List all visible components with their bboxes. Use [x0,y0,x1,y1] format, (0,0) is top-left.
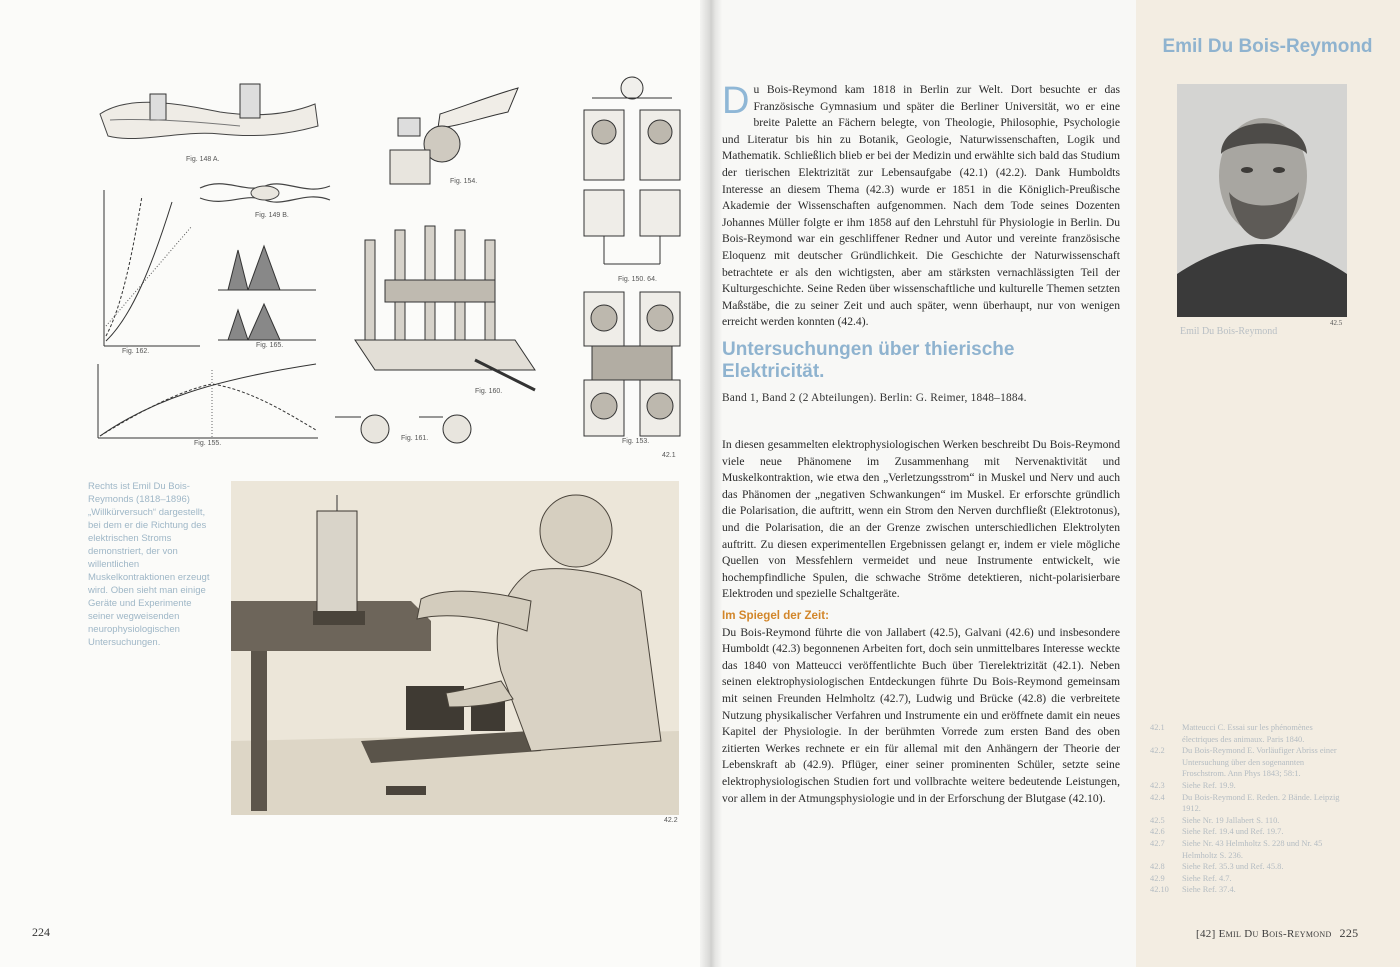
reference-text: Siehe Nr. 43 Helmholtz S. 228 und Nr. 45 Helmholtz S. 236. [1182,838,1323,860]
fig-label-circuit1: Fig. 150. 64. [618,276,657,283]
context-paragraph: Du Bois-Reymond führte die von Jallabert (42.5), Galvani (42.6) und insbesondere Humboldt (42.3) begonnenen Arbeiten fort, doch sein unmittelbares Interesse weckte das 1840 von Matteucci veröffentlichte Buch über Tierelektrizität (42.1). Neben seinen elektrophysiologischen Entdeckungen führte Du Bois-Reymond gemeinsam mit seinen Freunden Helmholtz (42.7), Ludwig und Brücke (42.8) die verbreitete Nutzung physikalischer Verfahren und Instrumente ein und eröffnete damit ein neues Kapitel der Physiologie. In der berühmten Vorrede zum ersten Band des oben zitierten Werkes rechnete er ein für allemal mit den Anhängern der Theorie der Lebenskraft ab (42.9). Pflüger, einer seiner prominenten Schüler, setzte seine elektrophysiologischen Studien fort und vollbrachte weitere bedeutende Leistungen, vor allem in der Atmungsphysiologie und in der Erforschung der Blutgase (42.10). [722,625,1120,805]
figure-caption: Rechts ist Emil Du Bois-Reymonds (1818–1896) „Willkürversuch“ dargestellt, bei dem er die Richtung des elektrischen Stroms demonstriert, der von willentlichen Muskelkontraktionen erzeugt wird. Oben sieht man einige Geräte und Experimente seiner wegweisenden neurophysiologischen Untersuchungen. [88,481,210,648]
engraving-rotors [335,405,480,450]
reference-item [1150,884,1345,896]
reference-item [1150,792,1345,815]
fig-label-hand: Fig. 154. [450,178,478,185]
engraving-multiplier-apparatus [335,200,550,400]
fig-label-graph3: Fig. 155. [194,440,222,447]
reference-text: Siehe Nr. 19 Jallabert S. 110. [1182,815,1280,825]
figure-number-42-1: 42.1 [662,452,676,459]
reference-item [1150,861,1345,873]
intro-paragraph [722,82,1120,331]
fig-label-apparatus: Fig. 160. [475,388,503,395]
reference-text: Siehe Ref. 37.4. [1182,885,1236,895]
reference-item [1150,780,1345,792]
fig-label-graph2: Fig. 165. [256,342,284,349]
reference-number: 42.3 [1150,780,1165,790]
reference-number: 42.9 [1150,873,1165,883]
reference-item [1150,873,1345,885]
book-subtitle: Band 1, Band 2 (2 Abteilungen). Berlin: G. Reimer, 1848–1884. [722,392,1027,404]
section-label: Im Spiegel der Zeit: [722,609,829,622]
description-paragraph: In diesen gesammelten elektrophysiologischen Werken beschreibt Du Bois-Reymond viele neue Phänomene im Zusammenhang mit Nervenaktivität und Muskelkontraktion, wie etwa den „Verletzungsstrom“ in Muskel und Nerv und auch das Phänomen der „negativen Schwankungen“ im Muskel. Er erforschte gründlich die Polarisation, die auftritt, wenn ein Strom den Nerven durchfließt (Elektrotonus), und die Polarisation, die an der Grenze zwischen unterschiedlichen Elektrolyten auftritt. Zu diesen experimentellen Ergebnissen gelangt er, indem er viele mögliche Quellen von Messfehlern vermeidet und neue Instrumente entwickelt, wie hochempfindliche Spulen, die schwache Ströme detektieren, nicht-polarisierbare Elektroden und spezielle Schaltgeräte. [722,438,1120,601]
chapter-label: [42] Emil Du Bois-Reymond [1196,928,1332,940]
reference-text: Du Bois-Reymond E. Vorläufiger Abriss einer Untersuchung über den sogenannten Froschstrom. Ann Phys 1843; 58:1. [1182,746,1337,779]
page-number-right: 225 [1339,926,1359,940]
page-number-left: 224 [32,925,50,939]
reference-number: 42.1 [1150,723,1165,732]
portrait-photo [1177,84,1347,317]
engraving-arm [90,74,320,166]
reference-text: Matteucci C. Essai sur les phénomènes électriques des animaux. Paris 1840. [1182,723,1313,744]
fig-label-arm-b: Fig. 149 B. [255,212,289,219]
running-footer [1196,926,1358,941]
reference-text: Du Bois-Reymond E. Reden. 2 Bände. Leipzig 1912. [1182,792,1340,814]
fig-label-rotors: Fig. 161. [401,435,429,442]
fig-label-arm-a: Fig. 148 A. [186,156,220,163]
reference-number: 42.7 [1150,838,1165,848]
reference-number: 42.8 [1150,862,1165,872]
fig-label-circuit2: Fig. 153. [622,438,650,445]
sidebar-title: Emil Du Bois-Reymond [1162,36,1373,57]
reference-number: 42.2 [1150,746,1165,756]
reference-number: 42.6 [1150,827,1165,837]
reference-list [1150,722,1345,896]
book-heading: Untersuchungen über thierische Elektricität. [722,339,1015,382]
graph-decay-curves [92,360,322,450]
graph-time-curves [92,186,202,358]
dropcap: D [722,80,750,122]
reference-item [1150,826,1345,838]
reference-text: Siehe Ref. 35.3 und Ref. 45.8. [1182,862,1284,872]
reference-number: 42.4 [1150,792,1165,802]
reference-item [1150,815,1345,827]
engraving-hand-electrode [380,78,520,190]
engraving-willkuerversuch [231,481,679,815]
context-section [722,608,1120,807]
graph-spike-waves [208,240,318,358]
reference-number: 42.10 [1150,885,1169,895]
reference-item [1150,838,1345,861]
reference-item [1150,745,1345,780]
reference-number: 42.5 [1150,815,1165,825]
intro-text: u Bois-Reymond kam 1818 in Berlin zur Welt. Dort besuchte er das Französische Gymnasium und später die Berliner Universität, wo er eine breite Palette an Fächern belegte, von Theologie, Philosophie, Psychologie und Literatur bis hin zu Botanik, Geologie, Naturwissenschaften, Logik und Mathematik. Schließlich blieb er bei der Medizin und erwählte sich bald das Studium der tierischen Elektrizität zur Lebensaufgabe (42.1) (42.2). Dank Humboldts Interesse an diesem Thema (42.3) wurde er 1851 in die Königlich-Preußische Akademie der Wissenschaften aufgenommen. Nach dem Tode seines Dozenten Johannes Müller folgte er ihm 1858 auf den Lehrstuhl für Physiologie in Berlin. Du Bois-Reymond war ein geschliffener Redner und Autor und vereinte französische Eloquenz mit deutscher Gründlichkeit. Die Geschichte der Naturwissenschaft betrachtete er als den wichtigsten, aber am stärksten vernachlässigten Teil der Kulturgeschichte. Seine Reden über wissenschaftliche und kulturelle Themen setzten Maßstäbe, die zu seiner Zeit und auch später, wenn überhaupt, nur von wenigen erreicht werden konnten (42.4). [722,83,1120,329]
figure-number-42-2: 42.2 [664,817,678,824]
reference-item [1150,722,1345,745]
diagram-electrode-circuit [578,74,686,446]
portrait-number: 42.5 [1330,319,1343,327]
fig-label-graph1: Fig. 162. [122,348,150,355]
reference-text: Siehe Ref. 19.4 und Ref. 19.7. [1182,827,1284,837]
engraving-frog-legs [195,168,335,223]
portrait-caption: Emil Du Bois-Reymond [1180,326,1278,337]
book-gutter [700,0,722,967]
reference-text: Siehe Ref. 19.9. [1182,780,1236,790]
reference-text: Siehe Ref. 4.7. [1182,873,1232,883]
